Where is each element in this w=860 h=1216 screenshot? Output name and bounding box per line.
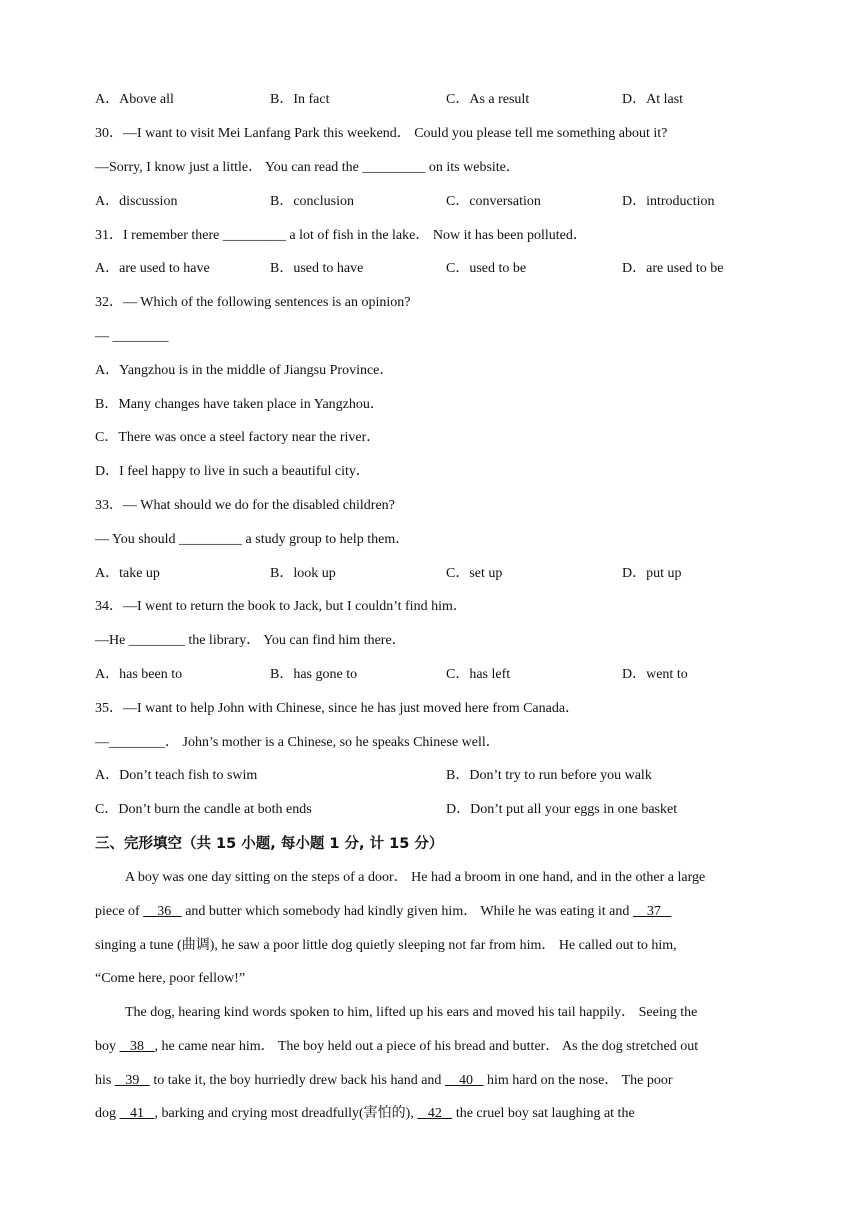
q33-option-d: D．put up [622, 566, 682, 581]
q33-option-c: C．set up [446, 566, 503, 581]
passage-text: dog [95, 1106, 120, 1121]
q34-question: 34．—I went to return the book to Jack, but I couldn’t find him． [95, 599, 467, 614]
blank-40[interactable]: 40 [458, 1073, 473, 1088]
blank-38[interactable]: 38 [130, 1039, 144, 1054]
passage-text: him hard on the nose． The poor [483, 1073, 673, 1088]
q29-option-c: C．As a result [446, 92, 530, 107]
passage-line: singing a tune (曲调), he saw a poor little dog quietly sleeping not far from him． He called out to him, [95, 938, 677, 953]
q31-option-d: D．are used to be [622, 261, 724, 276]
q30-response: —Sorry, I know just a little． You can read the _________ on its website． [95, 160, 520, 175]
q34-response: —He ________ the library． You can find him there． [95, 633, 406, 648]
q35-option-c: C．Don’t burn the candle at both ends [95, 802, 312, 817]
q32-option-c: C．There was once a steel factory near the river． [95, 430, 381, 445]
passage-text: , barking and crying most dreadfully(害怕的), [154, 1106, 418, 1121]
q33-question: 33．— What should we do for the disabled children? [95, 498, 395, 513]
q30-option-c: C．conversation [446, 194, 541, 209]
q30-option-b: B．conclusion [270, 194, 354, 209]
blank-42[interactable]: 42 [427, 1106, 442, 1121]
passage-text: and butter which somebody had kindly given him． While he was eating it and [181, 904, 633, 919]
q31-option-a: A．are used to have [95, 261, 210, 276]
q34-option-c: C．has left [446, 667, 511, 682]
q33-response: — You should _________ a study group to help them． [95, 532, 410, 547]
q30-option-d: D．introduction [622, 194, 715, 209]
passage-text: , he came near him． The boy held out a piece of his bread and butter． As the dog stretched out [154, 1039, 699, 1054]
q35-response: —________． John’s mother is a Chinese, so he speaks Chinese well． [95, 735, 500, 750]
blank-41[interactable]: 41 [130, 1106, 144, 1121]
blank-37[interactable]: 37 [646, 904, 661, 919]
q35-question: 35．—I want to help John with Chinese, since he has just moved here from Canada． [95, 701, 580, 716]
q35-option-b: B．Don’t try to run before you walk [446, 768, 652, 783]
passage-line: A boy was one day sitting on the steps of a door． He had a broom in one hand, and in the other a large [125, 870, 706, 885]
q30-question: 30．—I want to visit Mei Lanfang Park this weekend． Could you please tell me something about it? [95, 126, 668, 141]
q32-option-d: D．I feel happy to live in such a beautiful city． [95, 464, 370, 479]
q34-option-d: D．went to [622, 667, 688, 682]
q35-option-a: A．Don’t teach fish to swim [95, 768, 258, 783]
passage-text: boy [95, 1039, 120, 1054]
passage-line [95, 1072, 673, 1090]
q31-option-c: C．used to be [446, 261, 527, 276]
passage-text: the cruel boy sat laughing at the [452, 1106, 635, 1121]
passage-line [95, 1105, 635, 1123]
q33-option-b: B．look up [270, 566, 336, 581]
q31-option-b: B．used to have [270, 261, 364, 276]
q34-option-a: A．has been to [95, 667, 183, 682]
blank-36[interactable]: 36 [157, 904, 172, 919]
passage-line [95, 903, 671, 921]
q34-option-b: B．has gone to [270, 667, 358, 682]
passage-text: to take it, the boy hurriedly drew back his hand and [149, 1073, 445, 1088]
section-heading: 三、完形填空（共 15 小题, 每小题 1 分, 计 15 分） [95, 836, 444, 852]
q32-option-a: A．Yangzhou is in the middle of Jiangsu Province． [95, 363, 394, 378]
passage-line: “Come here, poor fellow!” [95, 971, 246, 986]
blank-39[interactable]: 39 [125, 1073, 140, 1088]
q33-option-a: A．take up [95, 566, 160, 581]
q32-question: 32．— Which of the following sentences is an opinion? [95, 295, 411, 310]
q29-option-d: D．At last [622, 92, 684, 107]
q32-option-b: B．Many changes have taken place in Yangzhou． [95, 397, 384, 412]
passage-line [95, 1038, 698, 1056]
q30-option-a: A．discussion [95, 194, 178, 209]
q32-response: — ________ [95, 329, 169, 344]
q29-option-a: A．Above all [95, 92, 174, 107]
q31-question: 31．I remember there _________ a lot of fish in the lake． Now it has been polluted． [95, 228, 587, 243]
q35-option-d: D．Don’t put all your eggs in one basket [446, 802, 678, 817]
q29-option-b: B．In fact [270, 92, 330, 107]
passage-line: The dog, hearing kind words spoken to him, lifted up his ears and moved his tail happily． Seeing the [125, 1005, 698, 1020]
passage-text: his [95, 1073, 115, 1088]
passage-text: piece of [95, 904, 144, 919]
